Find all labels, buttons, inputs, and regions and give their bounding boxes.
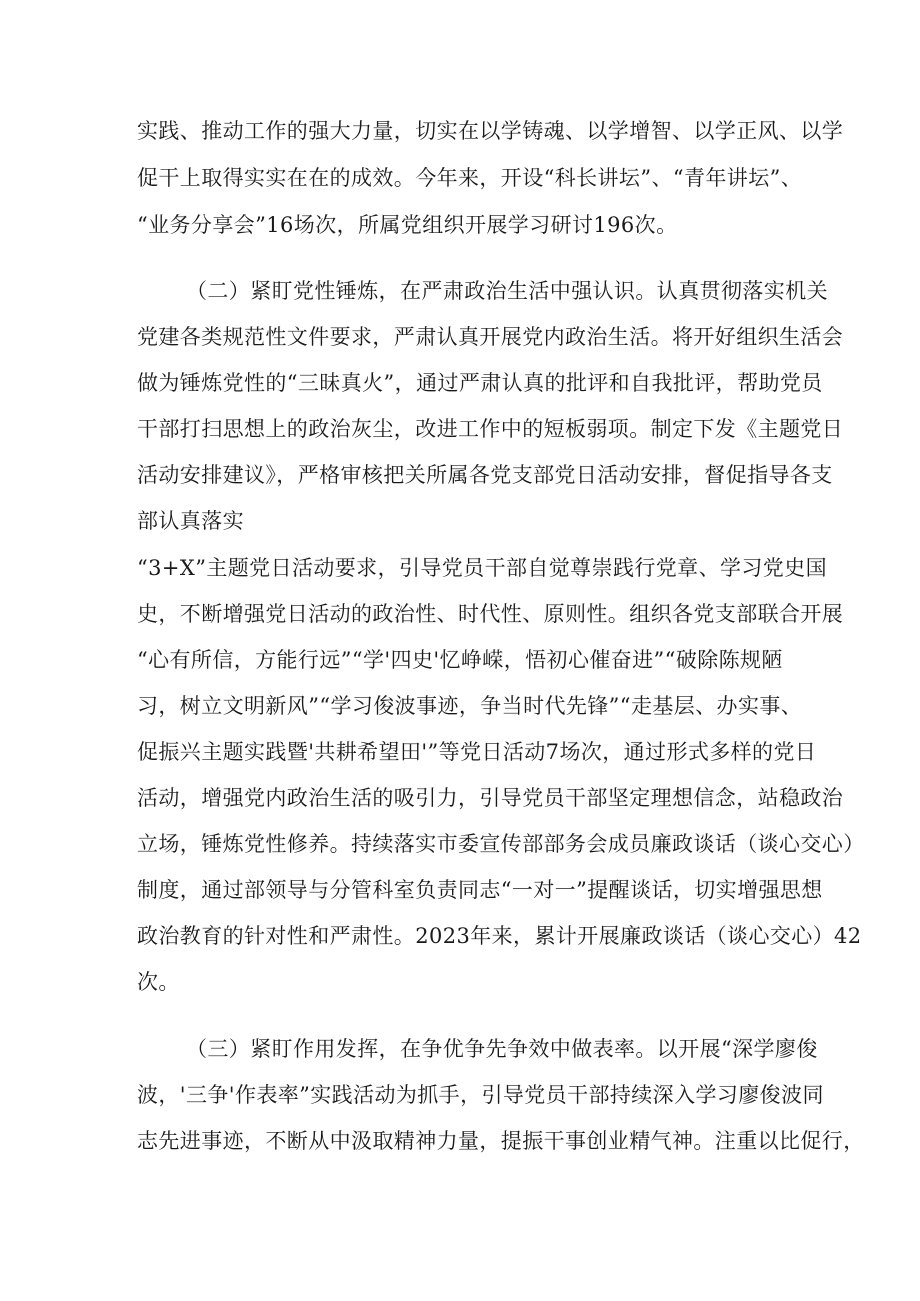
- paragraph-line: 促干上取得实实在在的成效。今年来，开设“科长讲坛”、“青年讲坛”、: [137, 166, 803, 190]
- paragraph-line: 史，不断增强党日活动的政治性、时代性、原则性。组织各党支部联合开展: [137, 602, 844, 626]
- paragraph-line: 实践、推动工作的强大力量，切实在以学铸魂、以学增智、以学正风、以学: [137, 119, 844, 143]
- paragraph-line: 活动安排建议》，严格审核把关所属各党支部党日活动安排，督促指导各支: [137, 463, 833, 487]
- paragraph-line: “业务分享会”16场次，所属党组织开展学习研讨196次。: [137, 213, 678, 237]
- paragraph-line: 制度，通过部领导与分管科室负责同志“一对一”提醒谈话，切实增强思想: [137, 878, 823, 902]
- paragraph-line: 干部打扫思想上的政治灰尘，改进工作中的短板弱项。制定下发《主题党日: [137, 417, 844, 441]
- paragraph-line: 活动，增强党内政治生活的吸引力，引导党员干部坚定理想信念，站稳政治: [137, 786, 844, 810]
- paragraph-line: 党建各类规范性文件要求，严肃认真开展党内政治生活。将开好组织生活会: [137, 325, 844, 349]
- paragraph-line: （二）紧盯党性锤炼，在严肃政治生活中强认识。认真贯彻落实机关: [186, 279, 828, 303]
- paragraph-line: 促振兴主题实践暨'共耕希望田'”等党日活动7场次，通过形式多样的党日: [137, 740, 817, 764]
- paragraph-line: 部认真落实: [137, 509, 244, 533]
- paragraph-line: 习，树立文明新风”“学习俊波事迹，争当时代先锋”“走基层、办实事、: [137, 694, 803, 718]
- paragraph-line: 志先进事迹，不断从中汲取精神力量，提振干事创业精气神。注重以比促行，: [137, 1129, 865, 1153]
- paragraph-line: “3+X”主题党日活动要求，引导党员干部自觉尊崇践行党章、学习党史国: [137, 556, 827, 580]
- paragraph-line: 做为锤炼党性的“三昧真火”，通过严肃认真的批评和自我批评，帮助党员: [137, 371, 823, 395]
- paragraph-line: “心有所信，方能行远”“学'四史'忆峥嵘，悟初心催奋进”“破除陈规陋: [137, 648, 783, 672]
- paragraph-line: 次。: [137, 970, 180, 994]
- paragraph-line: 政治教育的针对性和严肃性。2023年来，累计开展廉政谈话（谈心交心）42: [137, 924, 862, 948]
- paragraph-line: 波，'三争'作表率”实践活动为抓手，引导党员干部持续深入学习廖俊波同: [137, 1083, 824, 1107]
- paragraph-line: 立场，锤炼党性修养。持续落实市委宣传部部务会成员廉政谈话（谈心交心）: [137, 832, 865, 856]
- paragraph-line: （三）紧盯作用发挥，在争优争先争效中做表率。以开展“深学廖俊: [186, 1037, 818, 1061]
